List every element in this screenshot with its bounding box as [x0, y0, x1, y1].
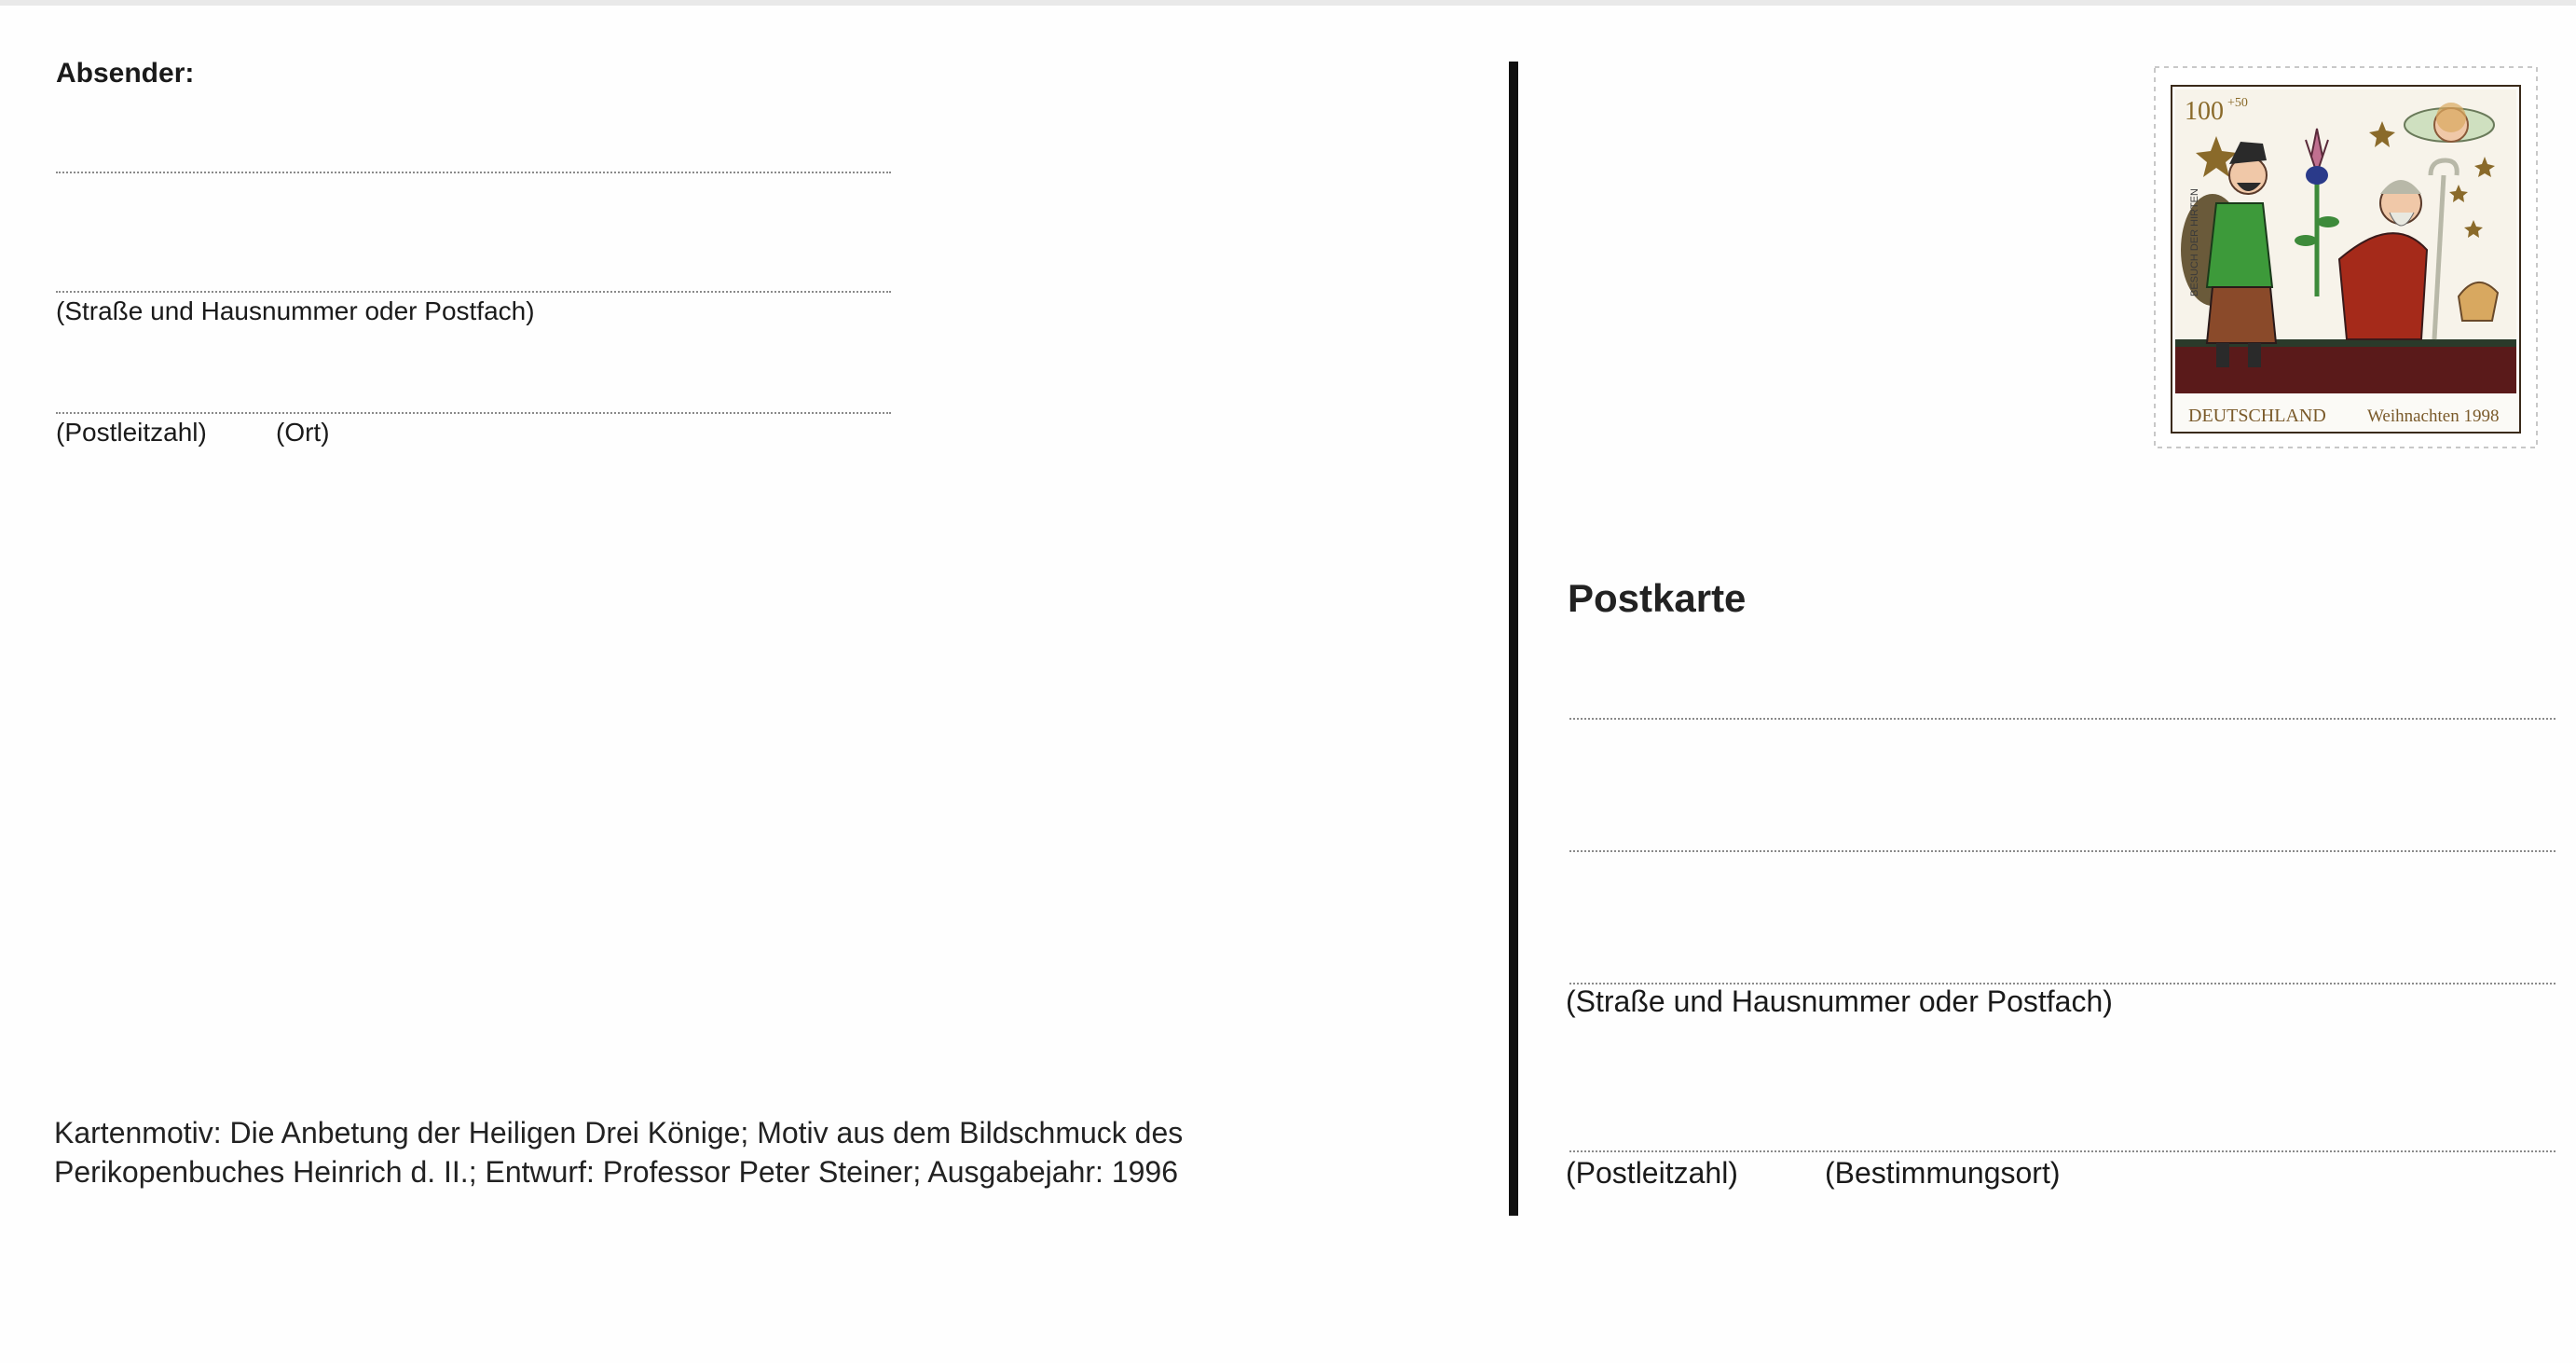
recipient-postcode-label: (Postleitzahl): [1566, 1156, 1738, 1190]
sender-title: Absender:: [56, 58, 195, 89]
stamp-surcharge: +50: [2227, 96, 2248, 110]
postcard-title: Postkarte: [1568, 576, 1747, 620]
stamp: [2151, 63, 2541, 451]
recipient-street-label: (Straße und Hausnummer oder Postfach): [1566, 984, 2113, 1018]
card-motif-line-1: Kartenmotiv: Die Anbetung der Heiligen Drei Könige; Motiv aus dem Bildschmuck des: [54, 1116, 1184, 1150]
stamp-country: DEUTSCHLAND: [2188, 406, 2326, 426]
card-motif-text: [54, 1113, 1183, 1191]
recipient-name2-line[interactable]: [1569, 850, 2555, 852]
sender-name-line[interactable]: [56, 172, 891, 173]
vertical-divider: [1509, 62, 1518, 1216]
stamp-side-text: BESUCH DER HIRTEN: [2189, 188, 2200, 296]
recipient-city-line[interactable]: [1569, 1150, 2555, 1152]
card-motif-line-2: Perikopenbuches Heinrich d. II.; Entwurf: Professor Peter Steiner; Ausgabejahr: 1996: [54, 1155, 1178, 1189]
sender-postcode-label: (Postleitzahl): [56, 418, 207, 447]
recipient-name-line[interactable]: [1569, 718, 2555, 720]
card-top-edge: [0, 0, 2576, 6]
sender-city-label: (Ort): [276, 418, 330, 447]
sender-street-label: (Straße und Hausnummer oder Postfach): [56, 296, 535, 325]
stamp-issue: Weihnachten 1998: [2367, 406, 2500, 426]
sender-city-line[interactable]: [56, 412, 891, 414]
recipient-destination-label: (Bestimmungsort): [1825, 1156, 2061, 1190]
sender-street-line[interactable]: [56, 291, 891, 293]
stamp-value: 100: [2185, 97, 2224, 126]
